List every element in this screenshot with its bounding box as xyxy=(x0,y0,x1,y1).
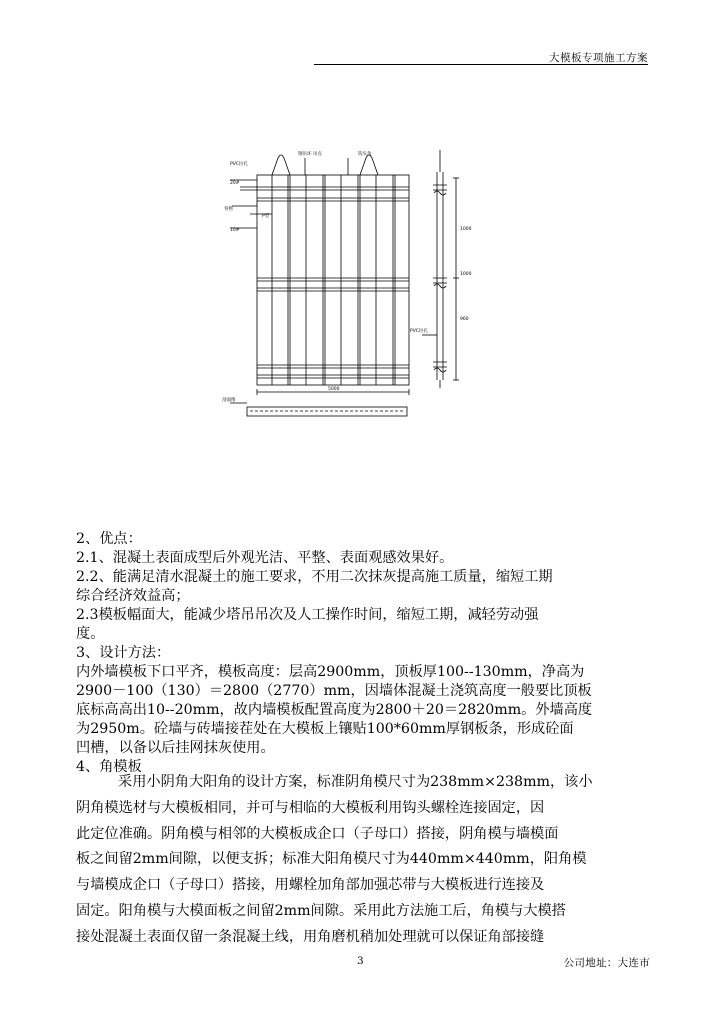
label-pvc-side: PVC拉孔 xyxy=(410,329,428,334)
text-line: 度。 xyxy=(76,626,105,642)
text-line: 为2950m。砼墙与砖墙接茬处在大模板上镶贴100*60mm厚钢板条，形成砼面 xyxy=(76,721,574,737)
footer-address: 公司地址：大连市 xyxy=(563,957,650,969)
panel-outline xyxy=(257,175,409,385)
section-list-a xyxy=(76,530,650,777)
text-line: 板之间留2mm间隙，以便支拆；标准大阳角模尺寸为440mm×440mm，阳角模 xyxy=(76,851,587,868)
text-line: 2、优点： xyxy=(76,531,142,547)
label-section: 剖面图 xyxy=(222,398,236,403)
text-line: 2900－100（130）＝2800（2770）mm，因墙体混凝土浇筑高度一般要比顶板 xyxy=(76,683,592,699)
label-pvc-top: PVC拉孔 xyxy=(230,162,248,167)
header-title: 大模板专项施工方案 xyxy=(549,52,648,64)
label-mark-a: 20# xyxy=(230,181,240,186)
label-height-dim-b: 1000 xyxy=(460,272,472,277)
text-line: 2.3模板幅面大，能减少塔吊吊次及人工操作时间，缩短工期，减轻劳动强 xyxy=(76,607,539,623)
section-strip xyxy=(247,407,407,416)
text-line: 接处混凝土表面仅留一条混凝土线，用角磨机稍加处理就可以保证角部接缝 xyxy=(76,928,545,945)
text-line: 4、角模板 xyxy=(76,759,142,775)
label-corner-note: 钩头角 xyxy=(358,152,372,157)
label-height-dim-c: 960 xyxy=(460,317,469,322)
text-line: 采用小阴角大阳角的设计方案，标准阴角模尺寸为238mm×238mm，该小 xyxy=(118,774,593,790)
header-rule xyxy=(314,64,648,65)
text-line: 凹槽，以备以后挂网抹灰使用。 xyxy=(76,740,275,756)
text-line: 内外墙模板下口平齐，模板高度：层高2900mm，顶板厚100--130mm，净高为 xyxy=(76,664,585,680)
text-line: 阴角模选材与大模板相同，并可与相临的大模板利用钩头螺栓连接固定，因 xyxy=(76,799,545,816)
label-mark-b: 背楞 xyxy=(224,207,233,212)
text-line: 综合经济效益高； xyxy=(76,588,190,604)
page-number: 3 xyxy=(357,955,364,967)
text-line: 2.2、能满足清水混凝土的施工要求，不用二次抹灰提高施工质量，缩短工期 xyxy=(76,569,553,585)
text-line: 与墙模成企口（子母口）搭接，用螺栓加角部加强芯带与大模板进行连接及 xyxy=(76,877,545,894)
text-line: 底标高高出10--20mm，故内墙模板配置高度为2800＋20＝2820mm。外墙高度 xyxy=(76,702,593,718)
label-height-dim-a: 1000 xyxy=(460,227,472,232)
text-line: 2.1、混凝土表面成型后外观光洁、平整、表面观感效果好。 xyxy=(76,550,454,566)
text-line: 3、设计方法： xyxy=(76,645,171,661)
label-hook-note: 钢吊环 吊点 xyxy=(298,152,322,157)
label-width-dim: 5000 xyxy=(328,387,340,392)
formwork-drawing xyxy=(210,130,470,430)
label-mark-c: 10# xyxy=(230,228,240,233)
label-mark-d: P型 xyxy=(262,214,270,219)
text-line: 此定位准确。阴角模与相邻的大模板成企口（子母口）搭接，阴角模与墙模面 xyxy=(76,825,559,842)
section-list-b xyxy=(76,770,650,951)
text-line: 固定。阳角模与大模面板之间留2mm间隙。采用此方法施工后，角模与大模搭 xyxy=(76,902,566,919)
